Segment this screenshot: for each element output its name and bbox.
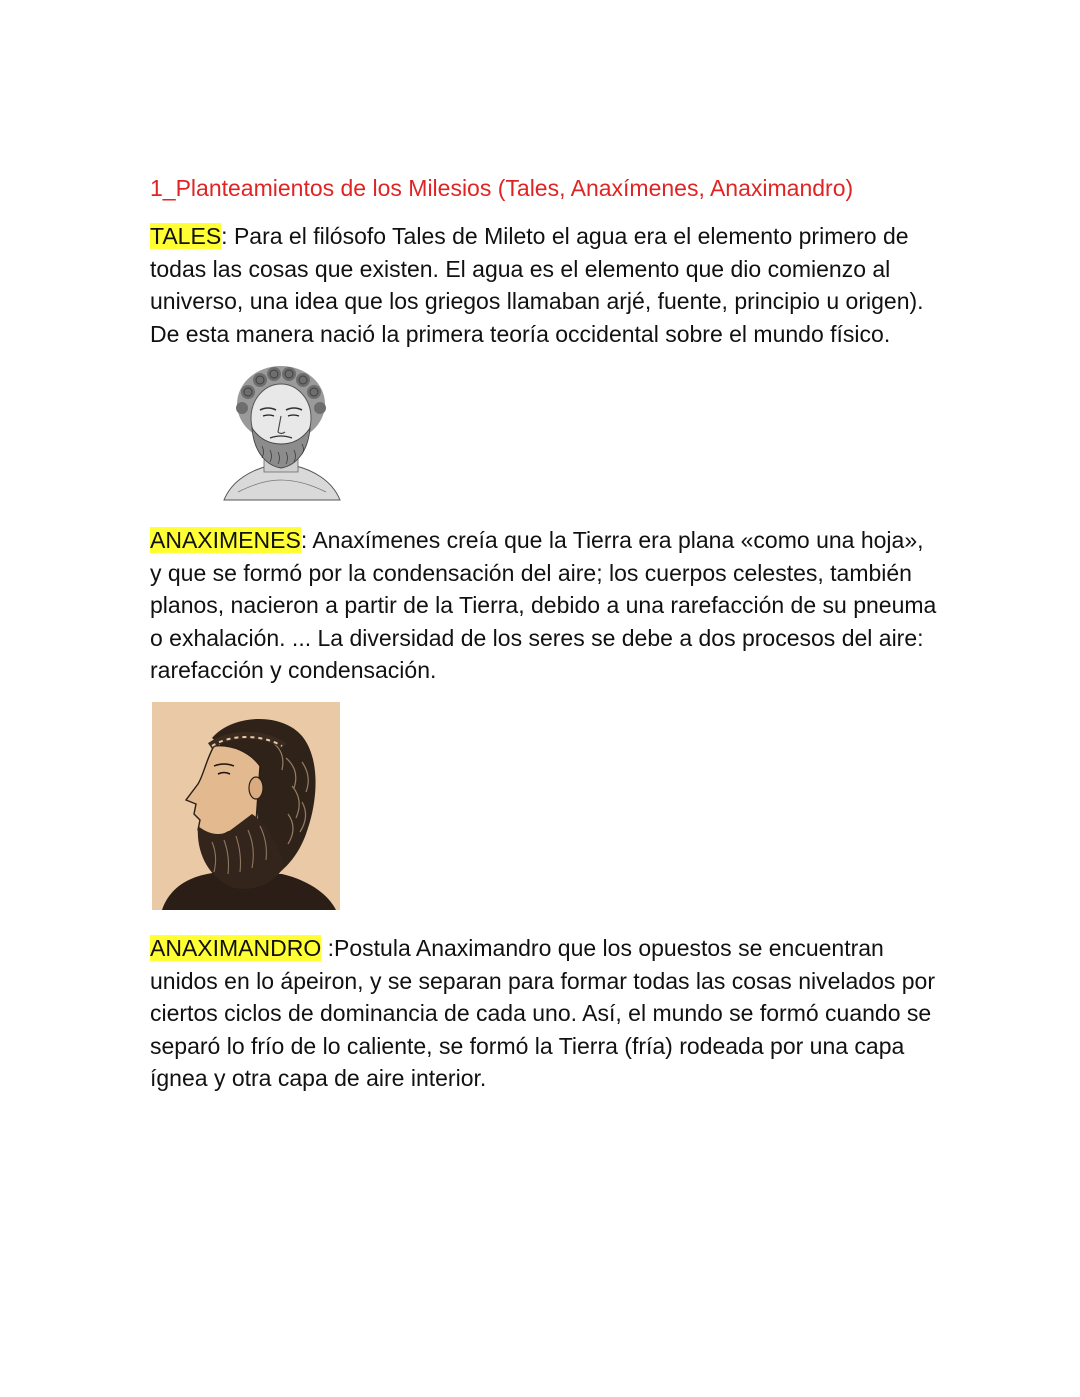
text-anaximenes: Anaxímenes creía que la Tierra era plana «como una hoja», y que se formó por la condensación del aire; los cuerpos celestes, también planos, nacieron a partir de la Tierra, debido a una rarefacción de su pneuma o exhalación. ... La diversidad de los seres se debe a dos procesos del aire: rarefacción y condensación.	[150, 527, 937, 683]
tales-bust-portrait	[218, 362, 344, 502]
paragraph-tales	[150, 220, 940, 350]
text-anaximandro: Postula Anaximandro que los opuestos se encuentran unidos en lo ápeiron, y se separan para formar todas las cosas nivelados por ciertos ciclos de dominancia de cada uno. Así, el mundo se formó cuando se separó lo frío de lo caliente, se formó la Tierra (fría) rodeada por una capa ígnea y otra capa de aire interior.	[150, 935, 936, 1091]
separator-anaximenes: :	[300, 527, 313, 553]
highlighted-name-anaximandro: ANAXIMANDRO	[150, 935, 322, 961]
highlighted-name-tales: TALES	[150, 223, 222, 249]
separator-anaximandro: :	[321, 935, 335, 961]
separator-tales: :	[221, 223, 234, 249]
paragraph-anaximandro	[150, 932, 940, 1095]
highlighted-name-anaximenes: ANAXIMENES	[150, 527, 301, 553]
section-heading: 1_Planteamientos de los Milesios (Tales, Anaxímenes, Anaximandro)	[150, 175, 854, 201]
anaximenes-profile-portrait	[152, 702, 340, 910]
text-tales: Para el filósofo Tales de Mileto el agua era el elemento primero de todas las cosas que existen. El agua es el elemento que dio comienzo al universo, una idea que los griegos llamaban arjé, fuente, principio u origen). De esta manera nació la primera teoría occidental sobre el mundo físico.	[150, 223, 924, 347]
paragraph-anaximenes	[150, 524, 940, 687]
